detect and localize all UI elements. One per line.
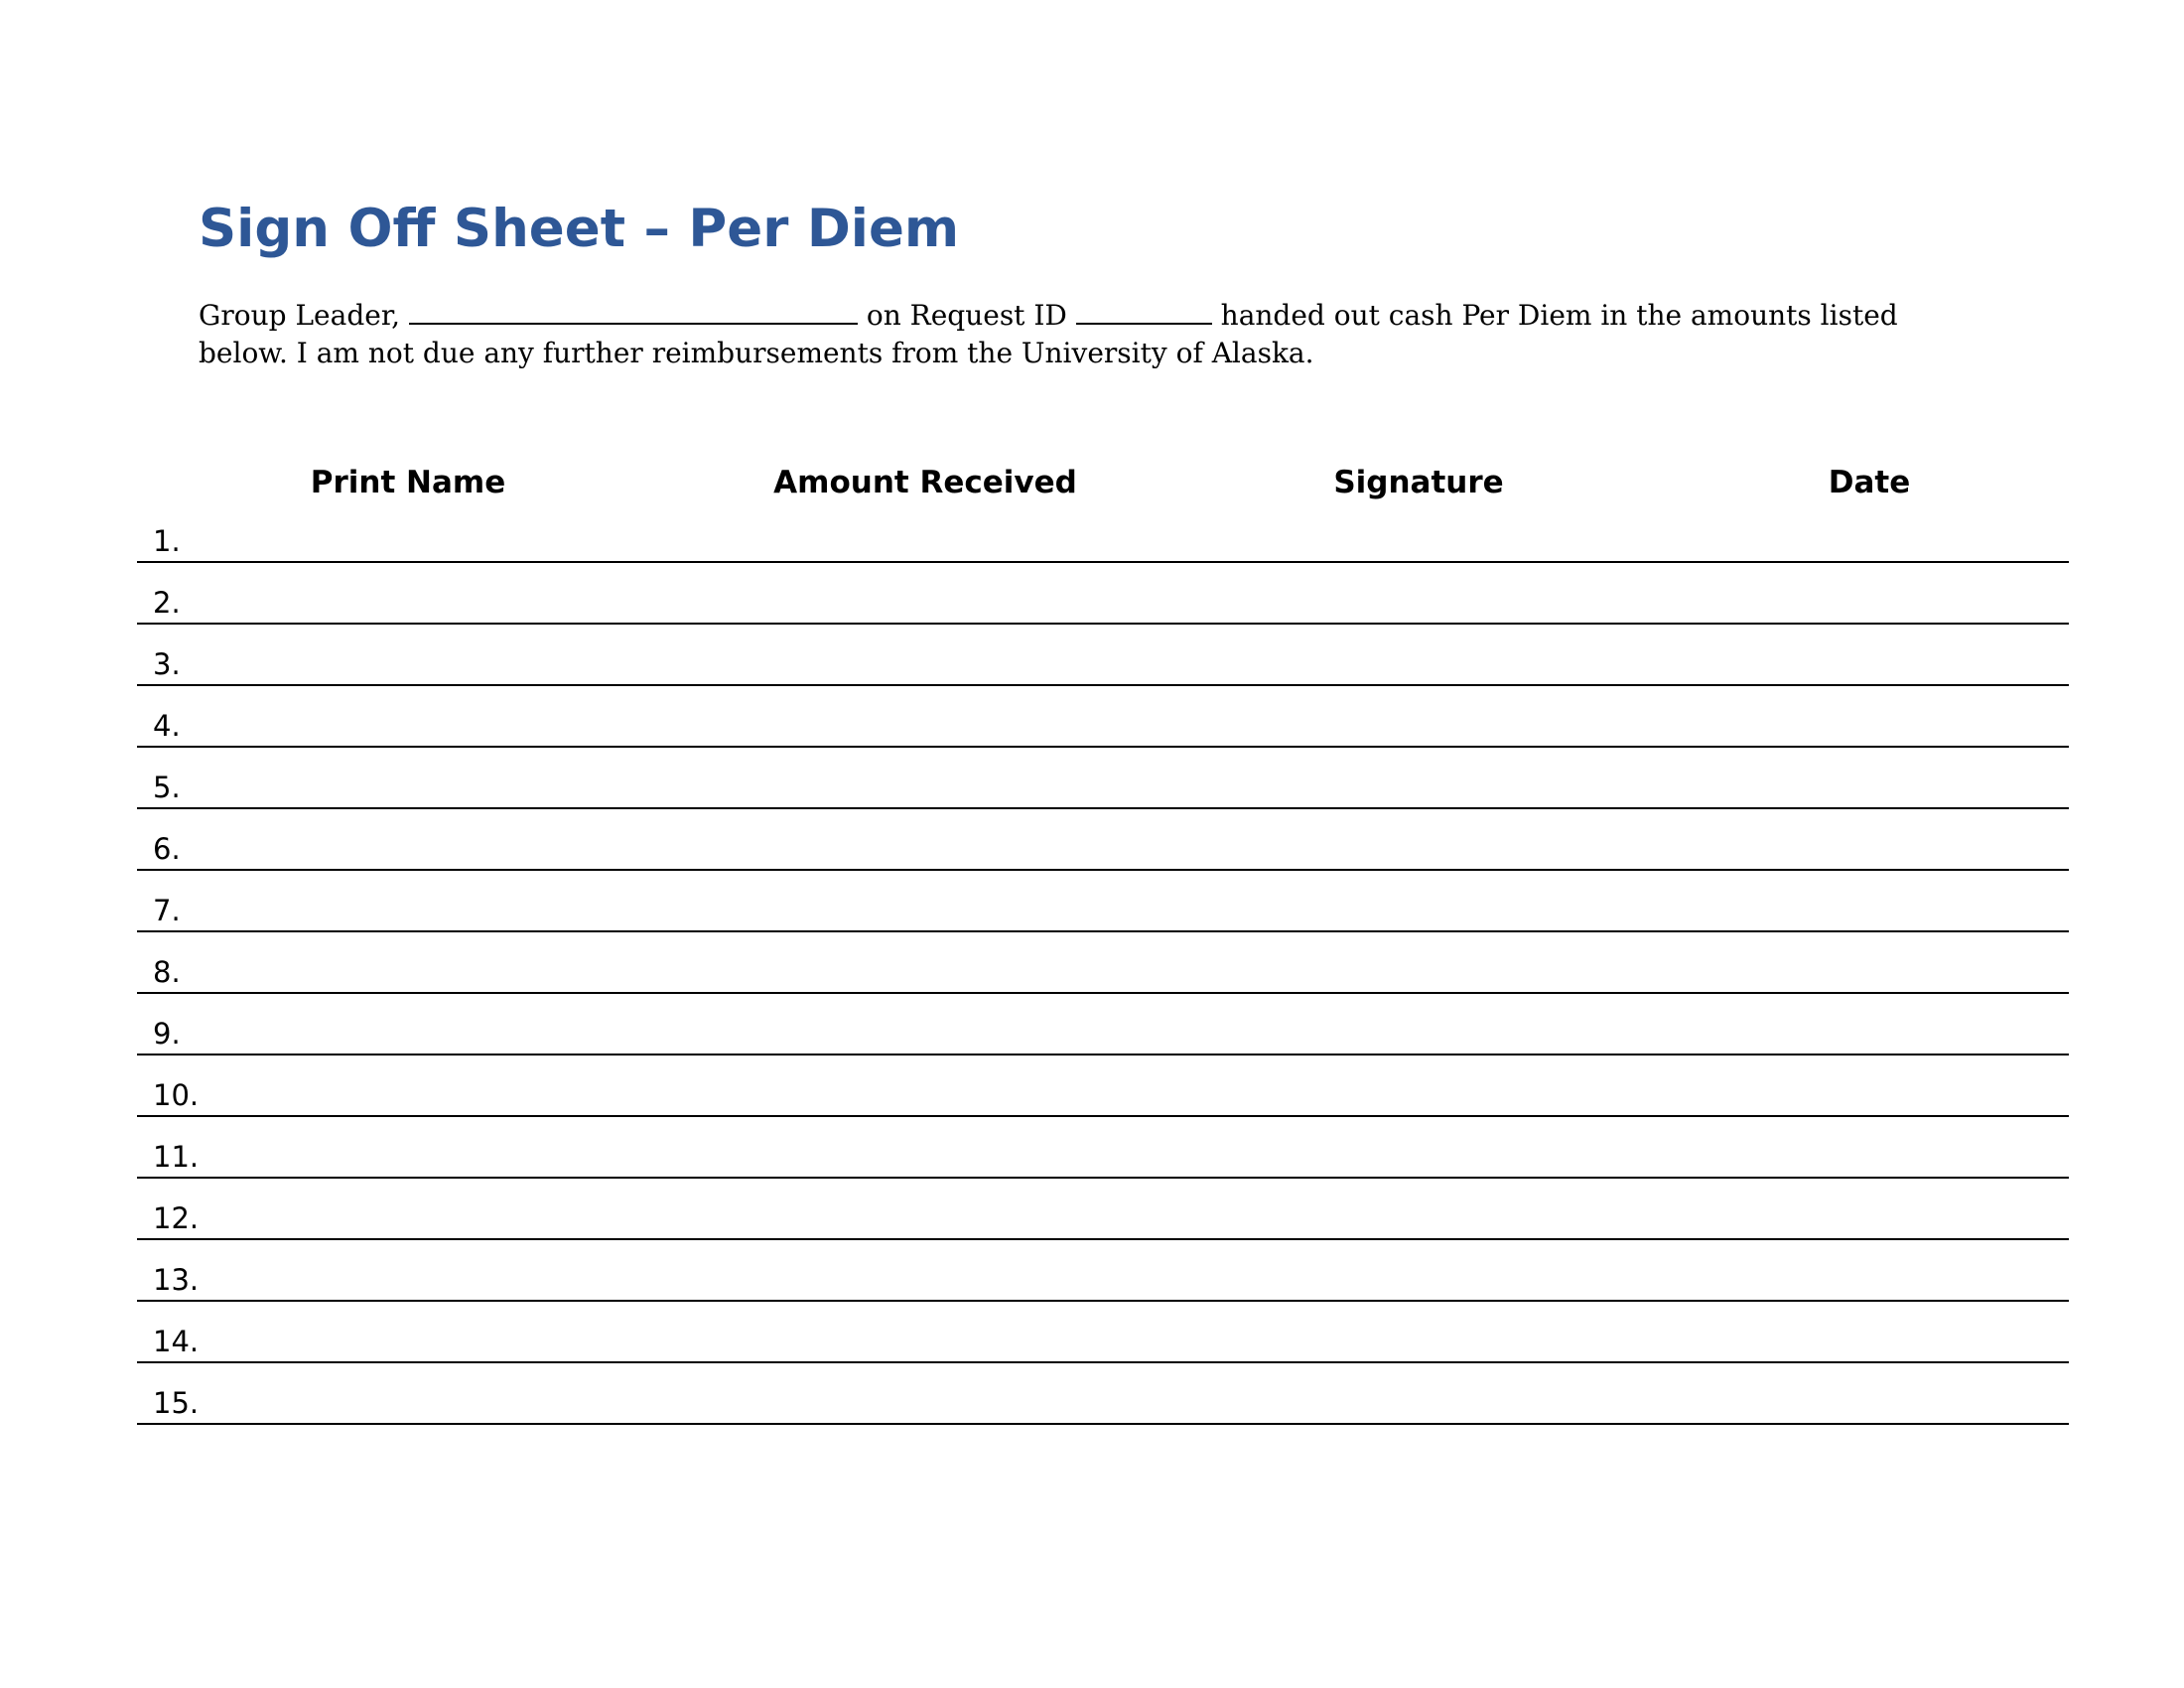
group-leader-blank-field[interactable]	[409, 297, 858, 325]
row-number: 5.	[153, 771, 181, 804]
row-number: 2.	[153, 586, 181, 620]
row-number: 12.	[153, 1201, 200, 1235]
sign-off-row[interactable]	[137, 625, 2069, 686]
sign-off-row[interactable]	[137, 871, 2069, 932]
row-number: 3.	[153, 647, 181, 681]
row-number: 11.	[153, 1140, 200, 1174]
sign-off-row[interactable]	[137, 563, 2069, 625]
row-number: 15.	[153, 1386, 200, 1420]
column-header-amount-received: Amount Received	[773, 465, 1077, 500]
intro-text-statement: handed out cash Per Diem in the amounts listed below. I am not due any further reimbursements from the University of Alaska.	[199, 299, 1898, 369]
column-header-date: Date	[1828, 465, 1911, 500]
sign-off-row[interactable]	[137, 994, 2069, 1055]
sign-off-row[interactable]	[137, 809, 2069, 871]
sign-off-row[interactable]	[137, 1363, 2069, 1425]
sign-off-row[interactable]	[137, 932, 2069, 994]
sign-off-row[interactable]	[137, 1179, 2069, 1240]
sign-off-row[interactable]	[137, 501, 2069, 563]
sign-off-row[interactable]	[137, 1055, 2069, 1117]
request-id-blank-field[interactable]	[1076, 297, 1212, 325]
row-number: 4.	[153, 709, 181, 743]
row-number: 1.	[153, 524, 181, 558]
sign-off-row[interactable]	[137, 686, 2069, 748]
row-number: 7.	[153, 894, 181, 927]
column-header-signature: Signature	[1333, 465, 1504, 500]
intro-paragraph	[199, 297, 1985, 372]
row-number: 8.	[153, 955, 181, 989]
row-number: 6.	[153, 832, 181, 866]
row-number: 9.	[153, 1017, 181, 1051]
sign-off-rows	[137, 501, 2069, 1425]
sign-off-row[interactable]	[137, 1302, 2069, 1363]
intro-text-group-leader: Group Leader,	[199, 299, 401, 332]
row-number: 13.	[153, 1263, 200, 1297]
sign-off-row[interactable]	[137, 1240, 2069, 1302]
row-number: 14.	[153, 1325, 200, 1358]
row-number: 10.	[153, 1078, 200, 1112]
page-title: Sign Off Sheet – Per Diem	[199, 199, 960, 259]
intro-text-request-id: on Request ID	[866, 299, 1067, 332]
column-header-print-name: Print Name	[310, 465, 506, 500]
sign-off-row[interactable]	[137, 748, 2069, 809]
sign-off-row[interactable]	[137, 1117, 2069, 1179]
